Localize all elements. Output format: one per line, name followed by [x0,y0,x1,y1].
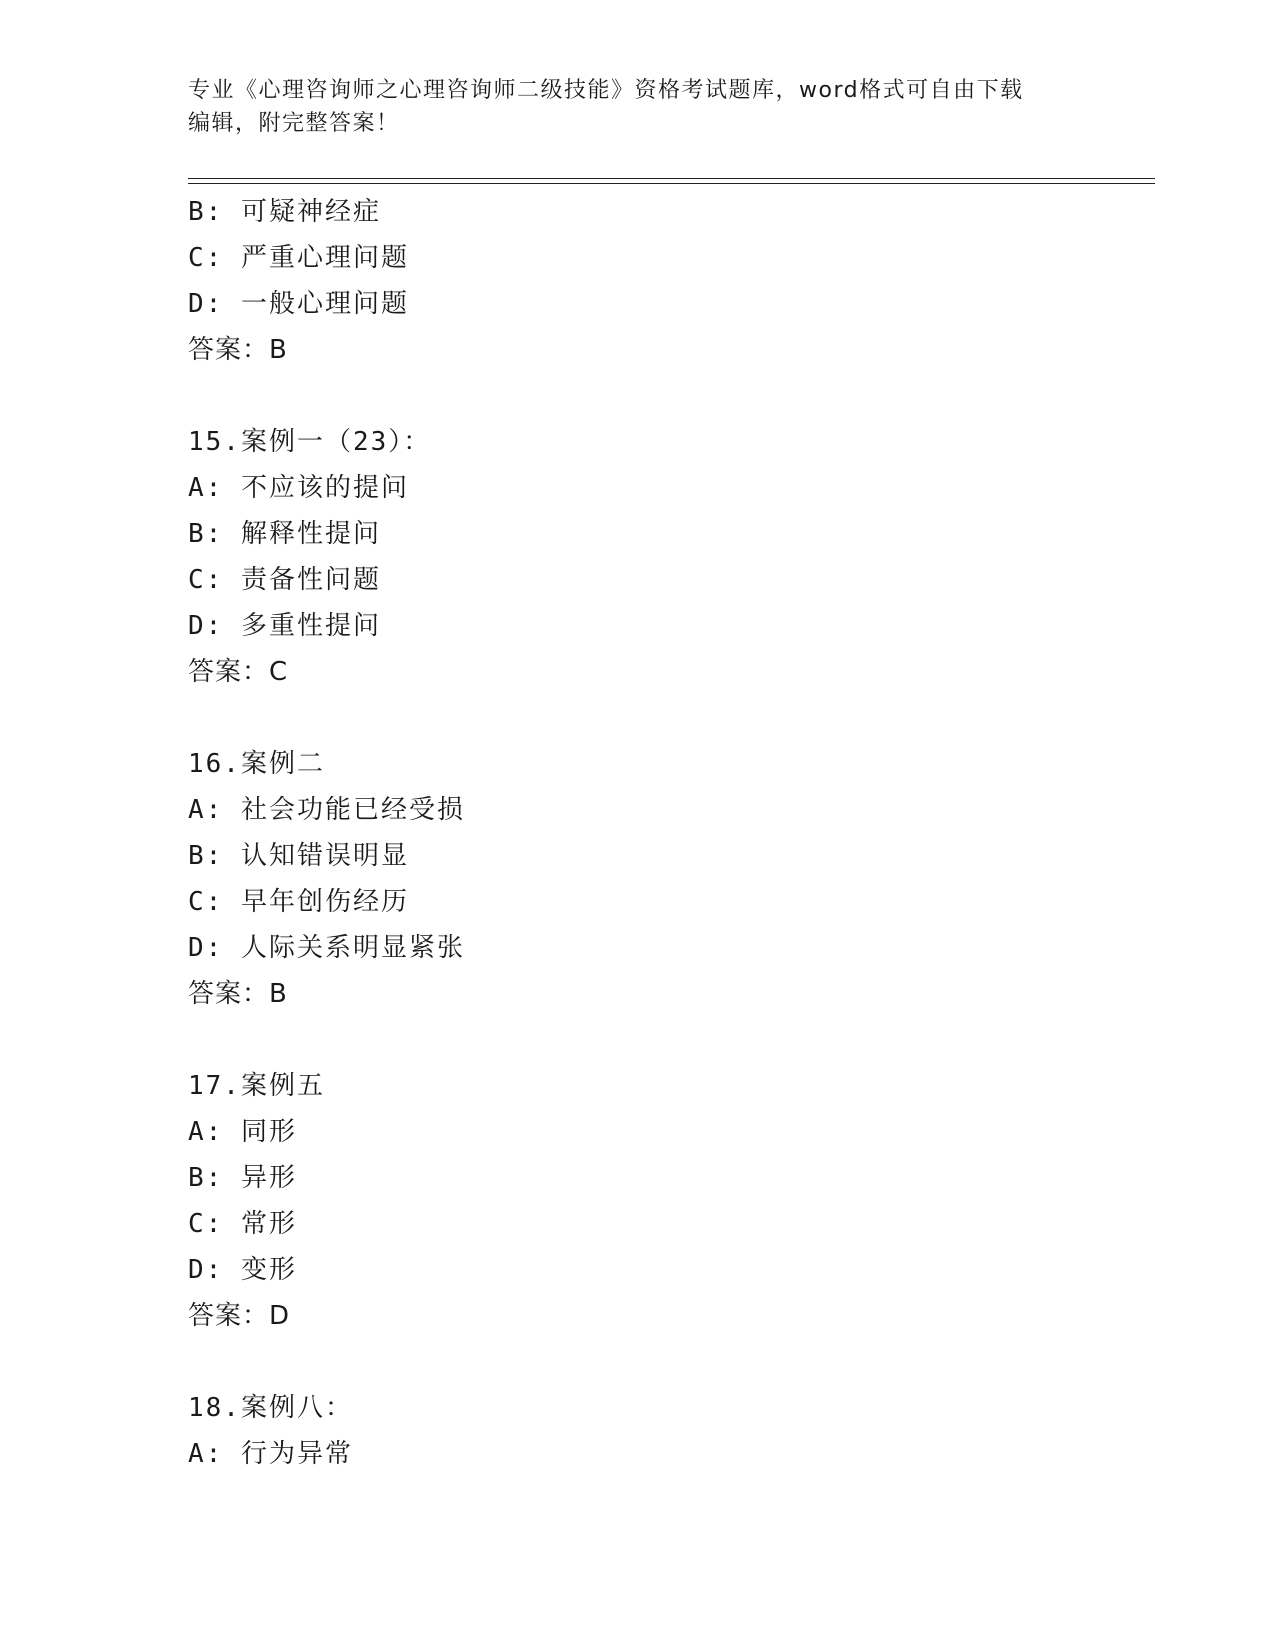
answer-line: 答案：C [188,657,289,687]
option-b: B: 可疑神经症 [188,197,381,227]
option-d: D: 变形 [188,1255,297,1285]
document-header [188,74,1068,140]
question-title: 16.案例二 [188,749,325,779]
option-b: B: 异形 [188,1163,297,1193]
header-line-2: 编辑，附完整答案！ [188,111,400,136]
question-block-16 [188,741,1148,1017]
option-c: C: 早年创伤经历 [188,887,409,917]
option-a: A: 行为异常 [188,1439,353,1469]
option-b: B: 认知错误明显 [188,841,409,871]
question-block-15 [188,419,1148,695]
option-c: C: 责备性问题 [188,565,381,595]
header-divider-bottom [188,183,1155,184]
option-b: B: 解释性提问 [188,519,381,549]
question-title: 18.案例八： [188,1393,353,1423]
answer-line: 答案：B [188,979,288,1009]
option-a: A: 不应该的提问 [188,473,409,503]
option-d: D: 一般心理问题 [188,289,409,319]
question-title: 15.案例一（23）： [188,427,432,457]
header-divider-top [188,178,1155,179]
header-line-1: 专业《心理咨询师之心理咨询师二级技能》资格考试题库，word格式可自由下载 [188,78,1024,103]
question-spacer [188,1017,1148,1063]
question-title: 17.案例五 [188,1071,325,1101]
answer-line: 答案：B [188,335,288,365]
question-block-14 [188,189,1148,373]
question-spacer [188,1339,1148,1385]
option-c: C: 严重心理问题 [188,243,409,273]
question-block-18 [188,1385,1148,1477]
option-d: D: 人际关系明显紧张 [188,933,465,963]
question-list [188,189,1148,1477]
question-spacer [188,373,1148,419]
option-d: D: 多重性提问 [188,611,381,641]
option-a: A: 社会功能已经受损 [188,795,465,825]
option-a: A: 同形 [188,1117,297,1147]
answer-line: 答案：D [188,1301,291,1331]
question-spacer [188,695,1148,741]
option-c: C: 常形 [188,1209,297,1239]
question-block-17 [188,1063,1148,1339]
